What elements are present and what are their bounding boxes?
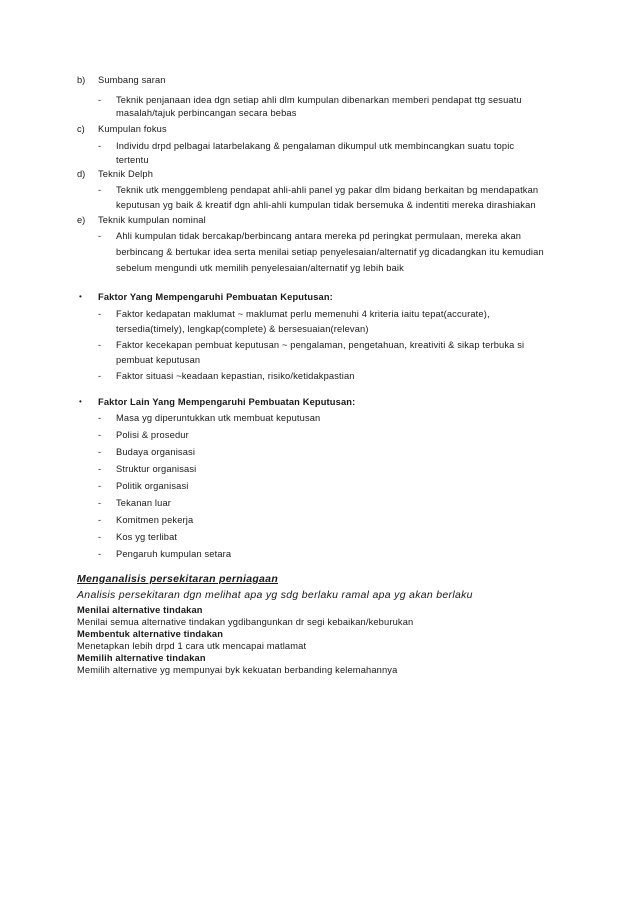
list-item-label: Kumpulan fokus bbox=[98, 124, 167, 134]
dash-marker: - bbox=[98, 481, 102, 491]
list-item-text: Masa yg diperuntukkan utk membuat keputusan bbox=[116, 413, 321, 423]
entry-text: Menilai semua alternative tindakan ygdibangunkan dr segi kebaikan/keburukan bbox=[77, 617, 414, 627]
list-item-text: Teknik penjanaan idea dgn setiap ahli dlm kumpulan dibenarkan memberi pendapat ttg sesuatu bbox=[116, 95, 522, 105]
list-item-label: Teknik Delph bbox=[98, 169, 154, 179]
list-item-text: pembuat keputusan bbox=[116, 355, 201, 365]
list-item-text: Tekanan luar bbox=[116, 498, 172, 508]
list-item-text: Politik organisasi bbox=[116, 481, 189, 491]
dash-marker: - bbox=[98, 141, 102, 151]
dash-marker: - bbox=[98, 549, 102, 559]
dash-marker: - bbox=[98, 498, 102, 508]
list-item-text: Faktor kecekapan pembuat keputusan ~ pengalaman, pengetahuan, kreativiti & sikap terbuka si bbox=[116, 340, 525, 350]
list-marker: c) bbox=[77, 124, 85, 134]
dash-marker: - bbox=[98, 430, 102, 440]
dash-marker: - bbox=[98, 515, 102, 525]
dash-marker: - bbox=[98, 185, 102, 195]
dash-marker: - bbox=[98, 231, 102, 241]
list-marker: b) bbox=[77, 75, 86, 85]
bullet-icon: • bbox=[79, 292, 82, 301]
bullet-icon: • bbox=[79, 397, 82, 406]
entry-text: Menetapkan lebih drpd 1 cara utk mencapai matlamat bbox=[77, 641, 307, 651]
list-item-text: Teknik utk menggembleng pendapat ahli-ahli panel yg pakar dlm bidang berkaitan bg mendapatkan bbox=[116, 185, 539, 195]
dash-marker: - bbox=[98, 532, 102, 542]
list-item-text: Faktor situasi ~keadaan kepastian, risiko/ketidakpastian bbox=[116, 371, 355, 381]
entry-title: Memilih alternative tindakan bbox=[77, 653, 206, 663]
list-item-text: Budaya organisasi bbox=[116, 447, 196, 457]
section-title: Faktor Lain Yang Mempengaruhi Pembuatan Keputusan: bbox=[98, 397, 356, 407]
dash-marker: - bbox=[98, 340, 102, 350]
dash-marker: - bbox=[98, 95, 102, 105]
dash-marker: - bbox=[98, 309, 102, 319]
list-item-label: Sumbang saran bbox=[98, 75, 166, 85]
list-item-text: Faktor kedapatan maklumat ~ maklumat perlu memenuhi 4 kriteria iaitu tepat(accurate), bbox=[116, 309, 490, 319]
list-item-text: tertentu bbox=[116, 155, 149, 165]
list-item-text: Pengaruh kumpulan setara bbox=[116, 549, 232, 559]
list-item-text: sebelum mengundi utk memilih penyelesaian/alternatif yg lebih baik bbox=[116, 263, 404, 273]
dash-marker: - bbox=[98, 413, 102, 423]
entry-text: Memilih alternative yg mempunyai byk kekuatan berbanding kelemahannya bbox=[77, 665, 398, 675]
analysis-heading: Menganalisis persekitaran perniagaan bbox=[77, 573, 279, 585]
entry-title: Membentuk alternative tindakan bbox=[77, 629, 224, 639]
list-item-text: berbincang & bertukar idea serta menilai setiap penyelesaian/alternatif yg dicadangkan itu kemudian bbox=[116, 247, 544, 257]
list-item-text: Ahli kumpulan tidak bercakap/berbincang antara mereka pd peringkat permulaan, mereka akan bbox=[116, 231, 522, 241]
list-item-label: Teknik kumpulan nominal bbox=[98, 215, 206, 225]
list-item-text: keputusan yg baik & kreatif dgn ahli-ahli kumpulan tidak bersemuka & indentiti mereka dirashiakan bbox=[116, 200, 536, 210]
list-item-text: Kos yg terlibat bbox=[116, 532, 178, 542]
dash-marker: - bbox=[98, 371, 102, 381]
dash-marker: - bbox=[98, 464, 102, 474]
list-item-text: Individu drpd pelbagai latarbelakang & pengalaman dikumpul utk membincangkan suatu topic bbox=[116, 141, 515, 151]
list-item-text: Komitmen pekerja bbox=[116, 515, 194, 525]
list-item-text: Polisi & prosedur bbox=[116, 430, 189, 440]
list-item-text: tersedia(timely), lengkap(complete) & bersesuaian(relevan) bbox=[116, 324, 369, 334]
list-marker: e) bbox=[77, 215, 86, 225]
entry-title: Menilai alternative tindakan bbox=[77, 605, 203, 615]
analysis-subheading: Analisis persekitaran dgn melihat apa yg sdg berlaku ramal apa yg akan berlaku bbox=[77, 589, 473, 601]
section-title: Faktor Yang Mempengaruhi Pembuatan Keputusan: bbox=[98, 292, 333, 302]
list-item-text: masalah/tajuk perbincangan secara bebas bbox=[116, 108, 297, 118]
list-marker: d) bbox=[77, 169, 86, 179]
dash-marker: - bbox=[98, 447, 102, 457]
list-item-text: Struktur organisasi bbox=[116, 464, 197, 474]
